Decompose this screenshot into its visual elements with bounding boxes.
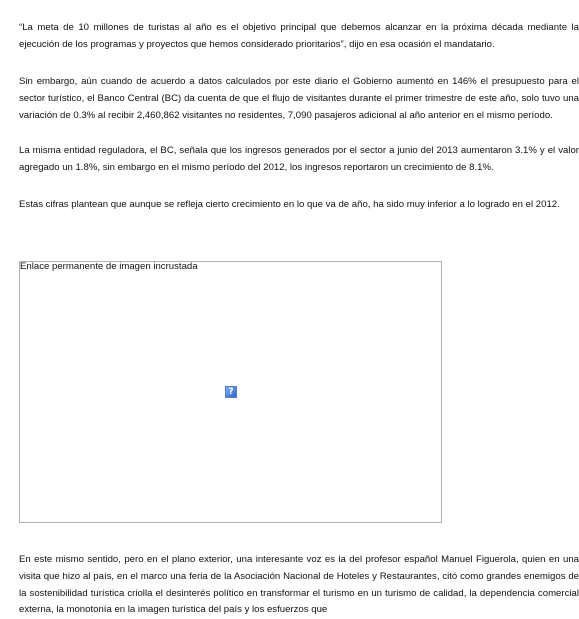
embedded-image-frame[interactable] [19,261,442,523]
broken-image-icon: ? [225,386,237,398]
article-paragraph-4: Estas cifras plantean que aunque se refleja cierto crecimiento en lo que va de año, ha sido muy inferior a lo logrado en el 2012. [19,199,560,210]
article-paragraph-2: Sin embargo, aún cuando de acuerdo a datos calculados por este diario el Gobierno aumentó en 146% el presupuesto para el sector turístico, el Banco Central (BC) da cuenta de que el flujo de visitantes durante el primer trimestre de este año, solo tuvo una variación de 0.3% al recibir 2,460,862 visitantes no residentes, 7,090 pasajeros adicional al año anterior en el mismo período. [19,76,579,121]
article-paragraph-5: En este mismo sentido, pero en el plano exterior, una interesante voz es la del profesor español Manuel Figuerola, quien en una visita que hizo al país, en el marco una feria de la Asociación Nacional de Hoteles y Restaurantes, citó como grandes enemigos de la sostenibilidad turística criolla el desinterés político en transformar el turismo en un turismo de calidad, la dependencia comercial externa, la monotonía en la imagen turística del país y los esfuerzos que [19,554,579,616]
article-paragraph-3: La misma entidad reguladora, el BC, señala que los ingresos generados por el sector a junio del 2013 aumentaron 3.1% y el valor agregado un 1.8%, sin embargo en el mismo período del 2012, los ingresos reportaron un crecimiento de 8.1%. [19,145,579,173]
article-paragraph-1: “La meta de 10 millones de turistas al año es el objetivo principal que debemos alcanzar en la próxima década mediante la ejecución de los programas y proyectos que hemos considerado prioritarios”, dijo en esa ocasión el mandatario. [19,22,579,50]
embed-permalink-caption[interactable]: Enlace permanente de imagen incrustada [20,261,198,272]
